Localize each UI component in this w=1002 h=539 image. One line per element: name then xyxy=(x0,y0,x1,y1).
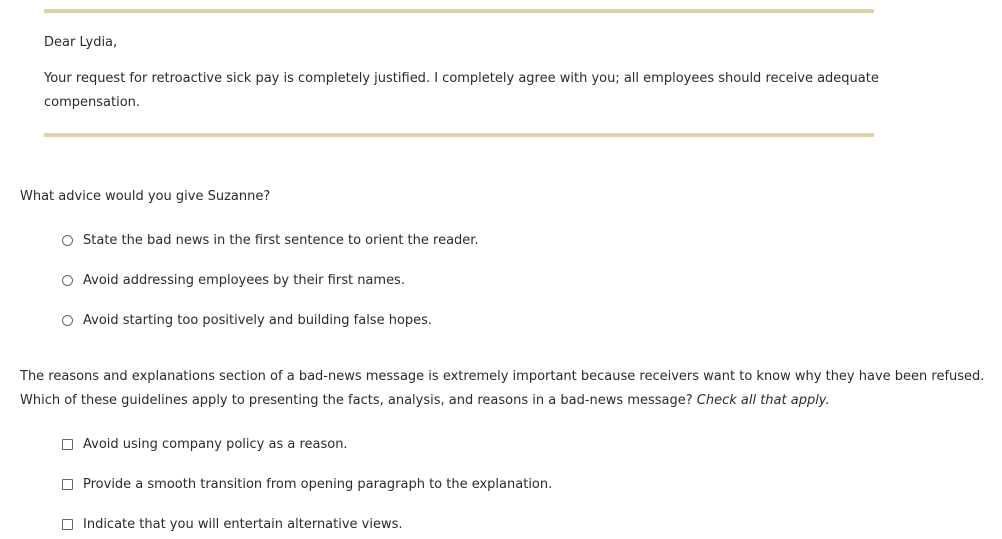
option-label: Provide a smooth transition from opening paragraph to the explanation. xyxy=(83,476,553,492)
question1-option-1[interactable] xyxy=(62,232,479,248)
checkbox[interactable] xyxy=(62,479,73,490)
option-label: Indicate that you will entertain alternative views. xyxy=(83,516,403,532)
letter-body-line2: compensation. xyxy=(44,95,141,110)
option-label: State the bad news in the first sentence to orient the reader. xyxy=(83,232,479,248)
option-label: Avoid addressing employees by their first names. xyxy=(83,272,405,288)
letter-greeting: Dear Lydia, xyxy=(44,35,118,50)
checkbox[interactable] xyxy=(62,439,73,450)
question2-prompt-line1: The reasons and explanations section of a bad-news message is extremely important because receivers want to know why they have been refused. xyxy=(20,369,985,384)
radio-button[interactable] xyxy=(62,235,73,246)
question2-prompt-line2 xyxy=(20,393,830,409)
letter-bottom-divider xyxy=(44,133,874,137)
question2-instruction: Check all that apply. xyxy=(696,393,830,408)
question1-prompt: What advice would you give Suzanne? xyxy=(20,189,271,204)
question2-option-1[interactable] xyxy=(62,436,348,452)
question1-option-3[interactable] xyxy=(62,312,432,328)
option-label: Avoid using company policy as a reason. xyxy=(83,436,348,452)
question2-prompt-text: Which of these guidelines apply to presenting the facts, analysis, and reasons in a bad-news message? xyxy=(20,393,693,408)
letter-body-line1: Your request for retroactive sick pay is completely justified. I completely agree with you; all employees should receive adequate xyxy=(44,71,879,86)
letter-top-divider xyxy=(44,9,874,13)
radio-button[interactable] xyxy=(62,275,73,286)
question1-option-2[interactable] xyxy=(62,272,405,288)
radio-button[interactable] xyxy=(62,315,73,326)
option-label: Avoid starting too positively and building false hopes. xyxy=(83,312,433,328)
checkbox[interactable] xyxy=(62,519,73,530)
question2-option-3[interactable] xyxy=(62,516,403,532)
question2-option-2[interactable] xyxy=(62,476,552,492)
